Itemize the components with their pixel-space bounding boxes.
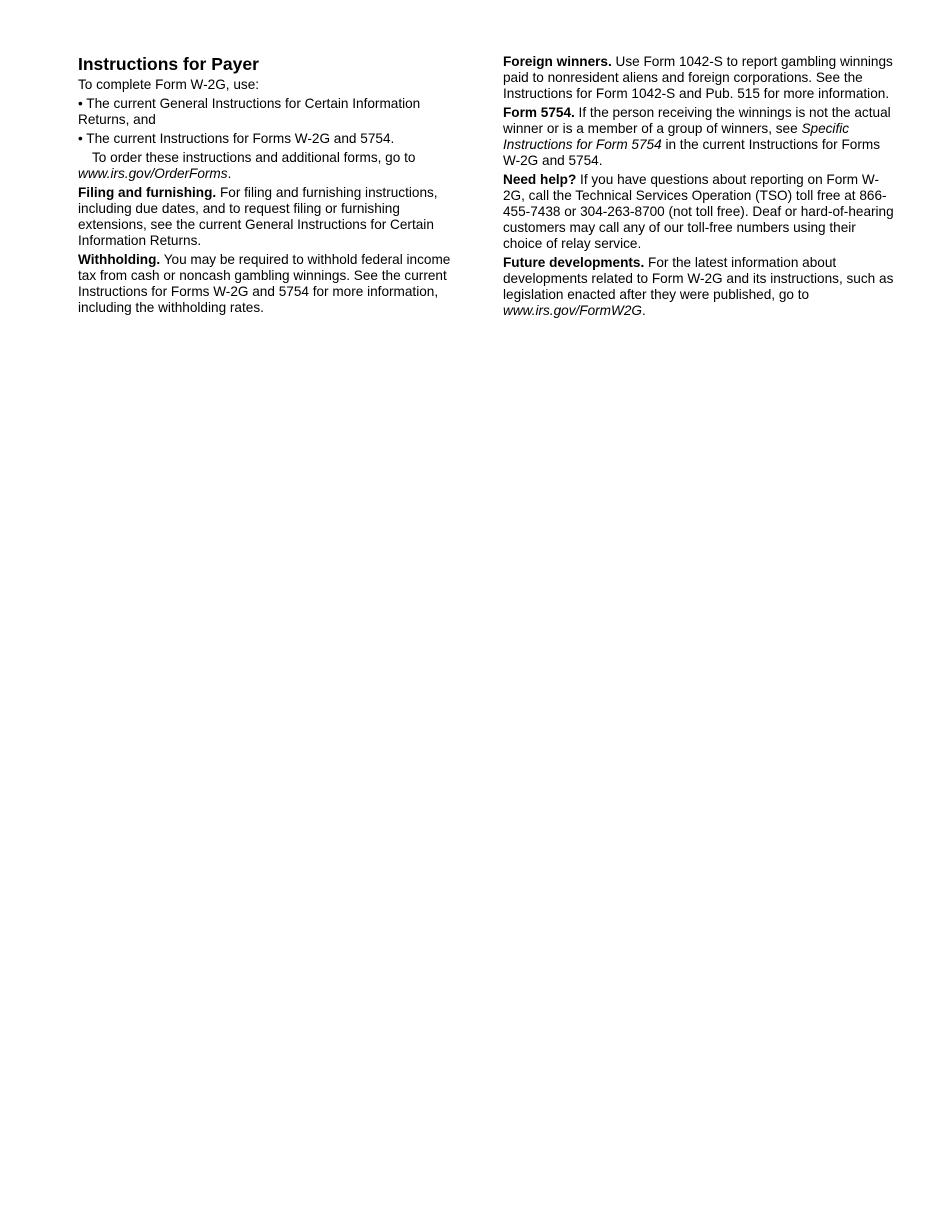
order-end: .	[227, 166, 232, 181]
future-title: Future developments.	[503, 255, 645, 270]
future-text: For the latest information about developments related to Form W-2G and its instructions, such as legislation enacted after they were published, go to	[503, 255, 894, 302]
future-end: .	[641, 303, 646, 318]
future-paragraph	[503, 255, 895, 319]
intro-paragraph: To complete Form W-2G, use:	[78, 77, 260, 92]
foreign-text: Use Form 1042-S to report gambling winnings paid to nonresident aliens and foreign corporations. See the Instructions for Form 1042-S and Pub. 515 for more information.	[503, 54, 893, 101]
form5754-italic: Specific Instructions for Form 5754	[503, 121, 850, 152]
form5754-end: in the current Instructions for Forms W-2G and 5754.	[503, 137, 881, 168]
section-heading: Instructions for Payer	[78, 54, 259, 74]
withholding-text: You may be required to withhold federal income tax from cash or noncash gambling winnings. See the current Instructions for Forms W-2G and 5754 for more information, including the withholding rates.	[78, 252, 451, 315]
help-paragraph	[503, 172, 895, 252]
order-text: To order these instructions and additional forms, go to	[92, 150, 416, 165]
foreign-title: Foreign winners.	[503, 54, 612, 69]
withholding-paragraph	[78, 252, 470, 316]
filing-text: For filing and furnishing instructions, including due dates, and to request filing or furnishing extensions, see the current General Instructions for Certain Information Returns.	[78, 185, 438, 248]
foreign-paragraph	[503, 54, 895, 102]
form5754-text: If the person receiving the winnings is not the actual winner or is a member of a group of winners, see	[503, 105, 891, 136]
help-title: Need help?	[503, 172, 577, 187]
bullet-w2g-instructions: • The current Instructions for Forms W-2G and 5754.	[78, 131, 395, 146]
right-column	[503, 54, 895, 322]
order-paragraph	[78, 150, 470, 182]
form5754-paragraph	[503, 105, 895, 169]
form5754-title: Form 5754.	[503, 105, 575, 120]
formw2g-link[interactable]: www.irs.gov/FormW2G	[503, 303, 642, 318]
order-forms-link[interactable]: www.irs.gov/OrderForms	[78, 166, 228, 181]
filing-title: Filing and furnishing.	[78, 185, 217, 200]
filing-paragraph	[78, 185, 470, 249]
bullet-general-instructions: • The current General Instructions for Certain Information Returns, and	[78, 96, 421, 127]
help-text: If you have questions about reporting on Form W-2G, call the Technical Services Operation (TSO) toll free at 866-455-7438 or 304-263-8700 (not toll free). Deaf or hard-of-hearing customers may call any of our toll-free numbers using their choice of relay service.	[503, 172, 894, 251]
withholding-title: Withholding.	[78, 252, 161, 267]
left-column	[78, 54, 470, 319]
